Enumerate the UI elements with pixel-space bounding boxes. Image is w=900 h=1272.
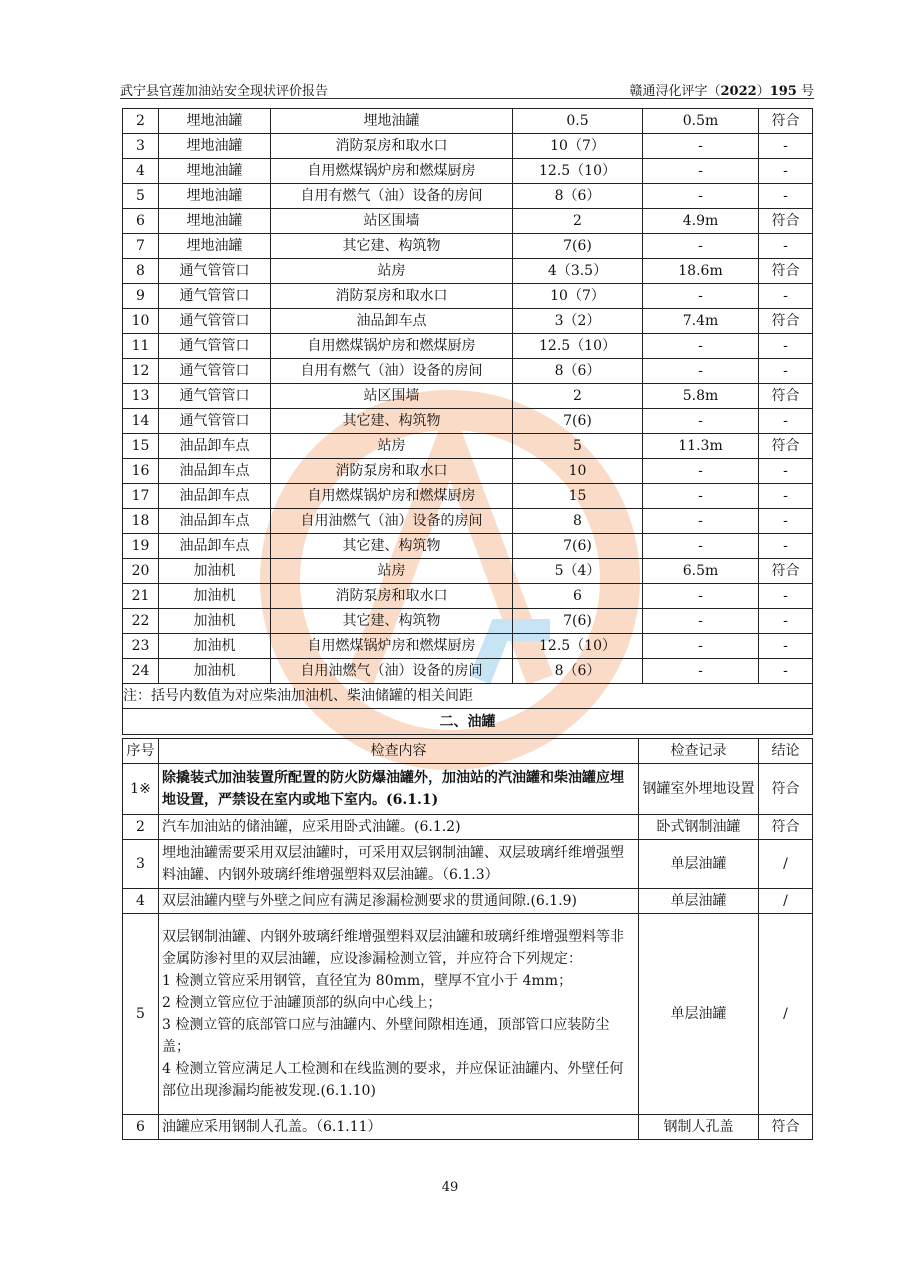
cell-actual: - bbox=[643, 359, 759, 384]
cell-target: 消防泵房和取水口 bbox=[271, 284, 513, 309]
cell-result: - bbox=[759, 484, 813, 509]
cell-std: 7(6) bbox=[513, 534, 643, 559]
cell-item: 加油机 bbox=[159, 609, 271, 634]
cell-target: 自用燃煤锅炉房和燃煤厨房 bbox=[271, 159, 513, 184]
cell-record: 单层油罐 bbox=[639, 889, 759, 914]
cell-item: 通气管管口 bbox=[159, 409, 271, 434]
cell-actual: - bbox=[643, 459, 759, 484]
table-row bbox=[123, 184, 813, 209]
table-row bbox=[123, 434, 813, 459]
cell-item: 通气管管口 bbox=[159, 384, 271, 409]
header-no: 序号 bbox=[123, 739, 159, 764]
cell-result: / bbox=[759, 840, 813, 889]
cell-result: / bbox=[759, 889, 813, 914]
cell-target: 自用油燃气（油）设备的房间 bbox=[271, 509, 513, 534]
cell-result: 符合 bbox=[759, 559, 813, 584]
cell-item: 通气管管口 bbox=[159, 359, 271, 384]
cell-std: 12.5（10） bbox=[513, 159, 643, 184]
header-report-title: 武宁县官莲加油站安全现状评价报告 bbox=[120, 84, 329, 99]
cell-std: 3（2） bbox=[513, 309, 643, 334]
table-row bbox=[123, 840, 813, 889]
cell-content: 除撬装式加油装置所配置的防火防爆油罐外，加油站的汽油罐和柴油罐应埋地设置，严禁设在室内或地下室内。(6.1.1) bbox=[159, 764, 639, 815]
cell-result: - bbox=[759, 409, 813, 434]
cell-actual: 4.9m bbox=[643, 209, 759, 234]
cell-result: 符合 bbox=[759, 1115, 813, 1140]
cell-no: 21 bbox=[123, 584, 159, 609]
cell-target: 埋地油罐 bbox=[271, 109, 513, 134]
cell-target: 自用有燃气（油）设备的房间 bbox=[271, 184, 513, 209]
cell-target: 站房 bbox=[271, 434, 513, 459]
table-row bbox=[123, 259, 813, 284]
cell-std: 12.5（10） bbox=[513, 634, 643, 659]
content-line: 4 检测立管应满足人工检测和在线监测的要求，并应保证油罐内、外壁任何部位出现渗漏均能被发现.(6.1.10) bbox=[162, 1061, 624, 1099]
cell-target: 站房 bbox=[271, 559, 513, 584]
header-report-number: 赣通浔化评字（2022）195 号 bbox=[629, 84, 814, 99]
table-row bbox=[123, 889, 813, 914]
cell-no: 9 bbox=[123, 284, 159, 309]
cell-target: 站区围墙 bbox=[271, 384, 513, 409]
cell-content: 埋地油罐需要采用双层油罐时，可采用双层钢制油罐、双层玻璃纤维增强塑料油罐、内钢外玻璃纤维增强塑料双层油罐。（6.1.3） bbox=[159, 840, 639, 889]
cell-actual: - bbox=[643, 634, 759, 659]
table-row bbox=[123, 409, 813, 434]
cell-target: 自用有燃气（油）设备的房间 bbox=[271, 359, 513, 384]
cell-actual: - bbox=[643, 484, 759, 509]
cell-result: - bbox=[759, 459, 813, 484]
cell-result: - bbox=[759, 509, 813, 534]
distance-check-table bbox=[122, 108, 813, 735]
cell-std: 7(6) bbox=[513, 234, 643, 259]
cell-no: 2 bbox=[123, 109, 159, 134]
cell-record: 钢制人孔盖 bbox=[639, 1115, 759, 1140]
cell-result: - bbox=[759, 359, 813, 384]
cell-std: 0.5 bbox=[513, 109, 643, 134]
cell-result: - bbox=[759, 659, 813, 684]
cell-no: 23 bbox=[123, 634, 159, 659]
table-row bbox=[123, 284, 813, 309]
cell-actual: - bbox=[643, 234, 759, 259]
cell-actual: - bbox=[643, 134, 759, 159]
cell-std: 10 bbox=[513, 459, 643, 484]
table-row bbox=[123, 815, 813, 840]
cell-std: 8（6） bbox=[513, 359, 643, 384]
cell-target: 消防泵房和取水口 bbox=[271, 584, 513, 609]
cell-no: 19 bbox=[123, 534, 159, 559]
cell-content: 油罐应采用钢制人孔盖。（6.1.11） bbox=[159, 1115, 639, 1140]
cell-actual: - bbox=[643, 509, 759, 534]
cell-std: 8（6） bbox=[513, 659, 643, 684]
cell-item: 油品卸车点 bbox=[159, 459, 271, 484]
table-row bbox=[123, 584, 813, 609]
cell-no: 24 bbox=[123, 659, 159, 684]
cell-result: 符合 bbox=[759, 109, 813, 134]
header-content: 检查内容 bbox=[159, 739, 639, 764]
cell-actual: - bbox=[643, 284, 759, 309]
table-row bbox=[123, 609, 813, 634]
cell-actual: 18.6m bbox=[643, 259, 759, 284]
content-line: 2 检测立管应位于油罐顶部的纵向中心线上； bbox=[162, 995, 442, 1011]
cell-std: 7(6) bbox=[513, 409, 643, 434]
cell-item: 通气管管口 bbox=[159, 259, 271, 284]
cell-actual: - bbox=[643, 584, 759, 609]
page-header bbox=[120, 78, 814, 99]
cell-no: 17 bbox=[123, 484, 159, 509]
cell-result: 符合 bbox=[759, 209, 813, 234]
cell-result: - bbox=[759, 134, 813, 159]
table-row bbox=[123, 659, 813, 684]
table-row bbox=[123, 634, 813, 659]
table-header-row bbox=[123, 739, 813, 764]
cell-actual: - bbox=[643, 159, 759, 184]
cell-target: 其它建、构筑物 bbox=[271, 534, 513, 559]
cell-item: 通气管管口 bbox=[159, 334, 271, 359]
cell-target: 自用燃煤锅炉房和燃煤厨房 bbox=[271, 634, 513, 659]
cell-item: 通气管管口 bbox=[159, 309, 271, 334]
cell-item: 油品卸车点 bbox=[159, 484, 271, 509]
table-row bbox=[123, 234, 813, 259]
cell-no: 12 bbox=[123, 359, 159, 384]
cell-result: - bbox=[759, 584, 813, 609]
cell-actual: - bbox=[643, 534, 759, 559]
cell-actual: - bbox=[643, 184, 759, 209]
cell-record: 单层油罐 bbox=[639, 914, 759, 1115]
cell-content bbox=[159, 914, 639, 1115]
cell-item: 加油机 bbox=[159, 634, 271, 659]
table-note: 注：括号内数值为对应柴油加油机、柴油储罐的相关间距 bbox=[123, 684, 813, 709]
content-line: 3 检测立管的底部管口应与油罐内、外壁间隙相连通，顶部管口应装防尘盖； bbox=[162, 1017, 610, 1055]
cell-std: 6 bbox=[513, 584, 643, 609]
section-title: 二、油罐 bbox=[123, 709, 813, 735]
table-row bbox=[123, 109, 813, 134]
cell-target: 其它建、构筑物 bbox=[271, 609, 513, 634]
cell-result: - bbox=[759, 234, 813, 259]
tank-check-table bbox=[122, 738, 813, 1140]
header-result: 结论 bbox=[759, 739, 813, 764]
cell-no: 13 bbox=[123, 384, 159, 409]
cell-actual: 11.3m bbox=[643, 434, 759, 459]
table-row bbox=[123, 509, 813, 534]
cell-target: 自用燃煤锅炉房和燃煤厨房 bbox=[271, 334, 513, 359]
cell-target: 站区围墙 bbox=[271, 209, 513, 234]
cell-result: 符合 bbox=[759, 764, 813, 815]
cell-actual: 6.5m bbox=[643, 559, 759, 584]
cell-result: - bbox=[759, 634, 813, 659]
cell-result: - bbox=[759, 159, 813, 184]
cell-item: 埋地油罐 bbox=[159, 134, 271, 159]
cell-no: 5 bbox=[123, 184, 159, 209]
cell-std: 5（4） bbox=[513, 559, 643, 584]
table-row bbox=[123, 1115, 813, 1140]
cell-std: 10（7） bbox=[513, 284, 643, 309]
cell-item: 油品卸车点 bbox=[159, 434, 271, 459]
cell-no: 10 bbox=[123, 309, 159, 334]
table-row bbox=[123, 459, 813, 484]
table-row bbox=[123, 359, 813, 384]
cell-no: 18 bbox=[123, 509, 159, 534]
cell-result: - bbox=[759, 534, 813, 559]
cell-result: - bbox=[759, 284, 813, 309]
page-number: 49 bbox=[441, 1180, 459, 1195]
cell-target: 消防泵房和取水口 bbox=[271, 459, 513, 484]
cell-std: 2 bbox=[513, 209, 643, 234]
cell-content: 双层油罐内壁与外壁之间应有满足渗漏检测要求的贯通间隙.(6.1.9) bbox=[159, 889, 639, 914]
cell-std: 4（3.5） bbox=[513, 259, 643, 284]
cell-actual: - bbox=[643, 609, 759, 634]
cell-result: - bbox=[759, 334, 813, 359]
cell-item: 通气管管口 bbox=[159, 284, 271, 309]
cell-no: 22 bbox=[123, 609, 159, 634]
cell-no: 2 bbox=[123, 815, 159, 840]
cell-target: 油品卸车点 bbox=[271, 309, 513, 334]
cell-no: 7 bbox=[123, 234, 159, 259]
cell-result: / bbox=[759, 914, 813, 1115]
cell-actual: - bbox=[643, 334, 759, 359]
cell-record: 卧式钢制油罐 bbox=[639, 815, 759, 840]
header-record: 检查记录 bbox=[639, 739, 759, 764]
table-row bbox=[123, 384, 813, 409]
cell-item: 油品卸车点 bbox=[159, 534, 271, 559]
cell-target: 自用油燃气（油）设备的房间 bbox=[271, 659, 513, 684]
table-row bbox=[123, 159, 813, 184]
cell-no: 15 bbox=[123, 434, 159, 459]
cell-item: 埋地油罐 bbox=[159, 234, 271, 259]
cell-std: 12.5（10） bbox=[513, 334, 643, 359]
cell-no: 16 bbox=[123, 459, 159, 484]
cell-actual: - bbox=[643, 659, 759, 684]
cell-item: 油品卸车点 bbox=[159, 509, 271, 534]
cell-target: 消防泵房和取水口 bbox=[271, 134, 513, 159]
cell-target: 其它建、构筑物 bbox=[271, 409, 513, 434]
cell-std: 2 bbox=[513, 384, 643, 409]
cell-item: 埋地油罐 bbox=[159, 109, 271, 134]
cell-record: 钢罐室外埋地设置 bbox=[639, 764, 759, 815]
cell-no: 6 bbox=[123, 1115, 159, 1140]
cell-result: 符合 bbox=[759, 384, 813, 409]
cell-std: 10（7） bbox=[513, 134, 643, 159]
cell-actual: 5.8m bbox=[643, 384, 759, 409]
cell-item: 加油机 bbox=[159, 559, 271, 584]
cell-result: 符合 bbox=[759, 434, 813, 459]
cell-content: 汽车加油站的储油罐，应采用卧式油罐。(6.1.2) bbox=[159, 815, 639, 840]
table-row bbox=[123, 334, 813, 359]
cell-no: 3 bbox=[123, 840, 159, 889]
cell-item: 加油机 bbox=[159, 584, 271, 609]
cell-no: 5 bbox=[123, 914, 159, 1115]
table-row bbox=[123, 534, 813, 559]
cell-no: 1※ bbox=[123, 764, 159, 815]
table-row bbox=[123, 209, 813, 234]
cell-no: 3 bbox=[123, 134, 159, 159]
cell-no: 6 bbox=[123, 209, 159, 234]
cell-no: 11 bbox=[123, 334, 159, 359]
cell-result: - bbox=[759, 184, 813, 209]
content-line: 1 检测立管应采用钢管，直径宜为 80mm，壁厚不宜小于 4mm； bbox=[162, 973, 573, 989]
cell-actual: 7.4m bbox=[643, 309, 759, 334]
cell-target: 站房 bbox=[271, 259, 513, 284]
content-line: 双层钢制油罐、内钢外玻璃纤维增强塑料双层油罐和玻璃纤维增强塑料等非金属防渗衬里的双层油罐，应设渗漏检测立管，并应符合下列规定： bbox=[162, 929, 624, 967]
cell-no: 14 bbox=[123, 409, 159, 434]
cell-no: 4 bbox=[123, 159, 159, 184]
cell-target: 其它建、构筑物 bbox=[271, 234, 513, 259]
cell-actual: - bbox=[643, 409, 759, 434]
table-row bbox=[123, 484, 813, 509]
cell-no: 4 bbox=[123, 889, 159, 914]
table-row bbox=[123, 764, 813, 815]
table-row bbox=[123, 309, 813, 334]
cell-item: 埋地油罐 bbox=[159, 159, 271, 184]
cell-record: 单层油罐 bbox=[639, 840, 759, 889]
cell-no: 20 bbox=[123, 559, 159, 584]
cell-item: 埋地油罐 bbox=[159, 184, 271, 209]
cell-result: 符合 bbox=[759, 815, 813, 840]
cell-actual: 0.5m bbox=[643, 109, 759, 134]
cell-target: 自用燃煤锅炉房和燃煤厨房 bbox=[271, 484, 513, 509]
cell-result: 符合 bbox=[759, 259, 813, 284]
cell-std: 7(6) bbox=[513, 609, 643, 634]
table-row bbox=[123, 134, 813, 159]
cell-std: 8 bbox=[513, 509, 643, 534]
cell-result: 符合 bbox=[759, 309, 813, 334]
cell-std: 8（6） bbox=[513, 184, 643, 209]
table-row bbox=[123, 914, 813, 1115]
cell-item: 加油机 bbox=[159, 659, 271, 684]
table-row bbox=[123, 559, 813, 584]
cell-item: 埋地油罐 bbox=[159, 209, 271, 234]
cell-std: 15 bbox=[513, 484, 643, 509]
cell-result: - bbox=[759, 609, 813, 634]
cell-std: 5 bbox=[513, 434, 643, 459]
cell-no: 8 bbox=[123, 259, 159, 284]
